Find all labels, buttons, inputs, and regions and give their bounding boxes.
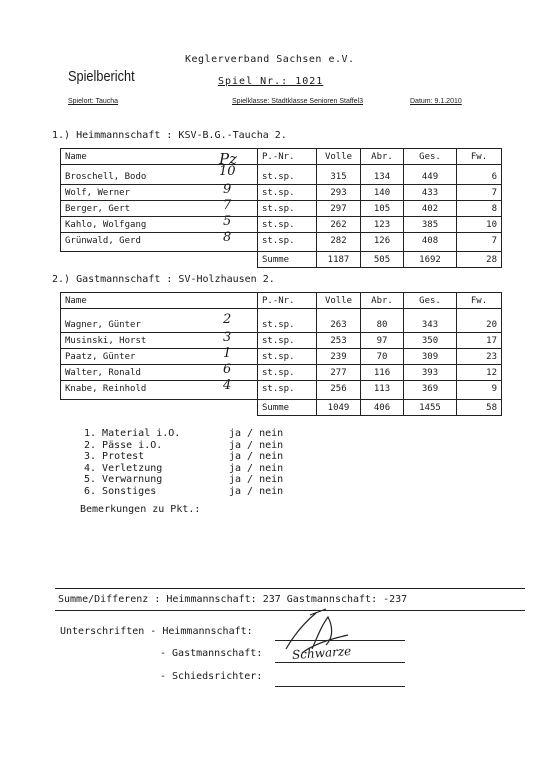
col-ges: Ges. xyxy=(404,149,457,165)
game-number: Spiel Nr.: 1021 xyxy=(218,76,324,87)
col-abr: Abr. xyxy=(361,293,404,309)
table-row: Kahlo, Wolfgang 5 st.sp. 262 123 385 10 xyxy=(61,217,502,233)
col-fw: Fw. xyxy=(457,149,502,165)
col-fw: Fw. xyxy=(457,293,502,309)
org-name: Keglerverband Sachsen e.V. xyxy=(185,54,355,65)
pz-value: 6 xyxy=(223,362,232,377)
guest-team-title: 2.) Gastmannschaft : SV-Holzhausen 2. xyxy=(52,274,275,285)
list-item: 5. Verwarnung ja / nein xyxy=(84,474,284,485)
pz-value: 10 xyxy=(219,164,236,179)
home-sum-row: Summe 1187 505 1692 28 xyxy=(61,252,502,268)
remarks-label: Bemerkungen zu Pkt.: xyxy=(80,504,201,515)
table-row: Walter, Ronald 6 st.sp. 277 116 393 12 xyxy=(61,365,502,381)
guest-signature: Schwarze xyxy=(291,643,352,663)
col-abr: Abr. xyxy=(361,149,404,165)
home-table xyxy=(60,148,502,268)
pz-value: 8 xyxy=(223,230,232,245)
signature-line-guest xyxy=(275,662,405,663)
pz-value: 9 xyxy=(223,182,232,197)
signature-label-guest: - Gastmannschaft: xyxy=(160,648,263,659)
col-volle: Volle xyxy=(317,293,361,309)
col-name: Name Pz xyxy=(61,149,258,165)
report-title: Spielbericht xyxy=(68,68,135,85)
signature-label-home: Unterschriften - Heimmannschaft: xyxy=(60,626,253,637)
table-row: Wolf, Werner 9 st.sp. 293 140 433 7 xyxy=(61,185,502,201)
pz-value: 2 xyxy=(223,312,232,327)
list-item: 1. Material i.O. ja / nein xyxy=(84,428,284,439)
pz-value: 4 xyxy=(223,378,232,393)
table-row: Berger, Gert 7 st.sp. 297 105 402 8 xyxy=(61,201,502,217)
table-row: Paatz, Günter 1 st.sp. 239 70 309 23 xyxy=(61,349,502,365)
sum-label: Summe xyxy=(258,252,317,268)
list-item: 6. Sonstiges ja / nein xyxy=(84,485,284,497)
list-item: 2. Pässe i.O. ja / nein xyxy=(84,439,284,451)
col-volle: Volle xyxy=(317,149,361,165)
checklist xyxy=(84,428,283,497)
pz-value: 5 xyxy=(223,214,232,229)
pz-header: Pz xyxy=(219,150,237,168)
league-class: Spielklasse: Stadtklasse Senioren Staffel3 xyxy=(232,98,364,105)
signature-label-referee: - Schiedsrichter: xyxy=(160,671,263,682)
col-pnr: P.-Nr. xyxy=(258,149,317,165)
table-row: Wagner, Günter 2 st.sp. 263 80 343 20 xyxy=(61,309,502,333)
match-date: Datum: 9.1.2010 xyxy=(410,98,462,105)
table-row: Musinski, Horst 3 st.sp. 253 97 350 17 xyxy=(61,333,502,349)
table-row: Grünwald, Gerd 8 st.sp. 282 126 408 7 xyxy=(61,233,502,252)
pz-value: 1 xyxy=(223,346,232,361)
pz-value: 7 xyxy=(223,198,232,213)
col-name: Name xyxy=(61,293,258,309)
pz-value: 3 xyxy=(223,330,232,345)
col-pnr: P.-Nr. xyxy=(258,293,317,309)
sum-label: Summe xyxy=(258,400,317,416)
table-row: Broschell, Bodo 10 st.sp. 315 134 449 6 xyxy=(61,165,502,185)
col-ges: Ges. xyxy=(404,293,457,309)
venue: Spielort: Taucha xyxy=(68,98,119,105)
list-item: 3. Protest ja / nein xyxy=(84,451,284,462)
totals-line: Summe/Differenz : Heimmannschaft: 237 Gastmannschaft: -237 xyxy=(58,594,408,605)
signature-line-referee xyxy=(275,686,405,687)
guest-sum-row: Summe 1049 406 1455 58 xyxy=(61,400,502,416)
home-team-title: 1.) Heimmannschaft : KSV-B.G.-Taucha 2. xyxy=(52,130,287,141)
table-row: Knabe, Reinhold 4 st.sp. 256 113 369 9 xyxy=(61,381,502,400)
guest-table xyxy=(60,292,502,416)
divider xyxy=(55,588,525,589)
list-item: 4. Verletzung ja / nein xyxy=(84,462,284,474)
